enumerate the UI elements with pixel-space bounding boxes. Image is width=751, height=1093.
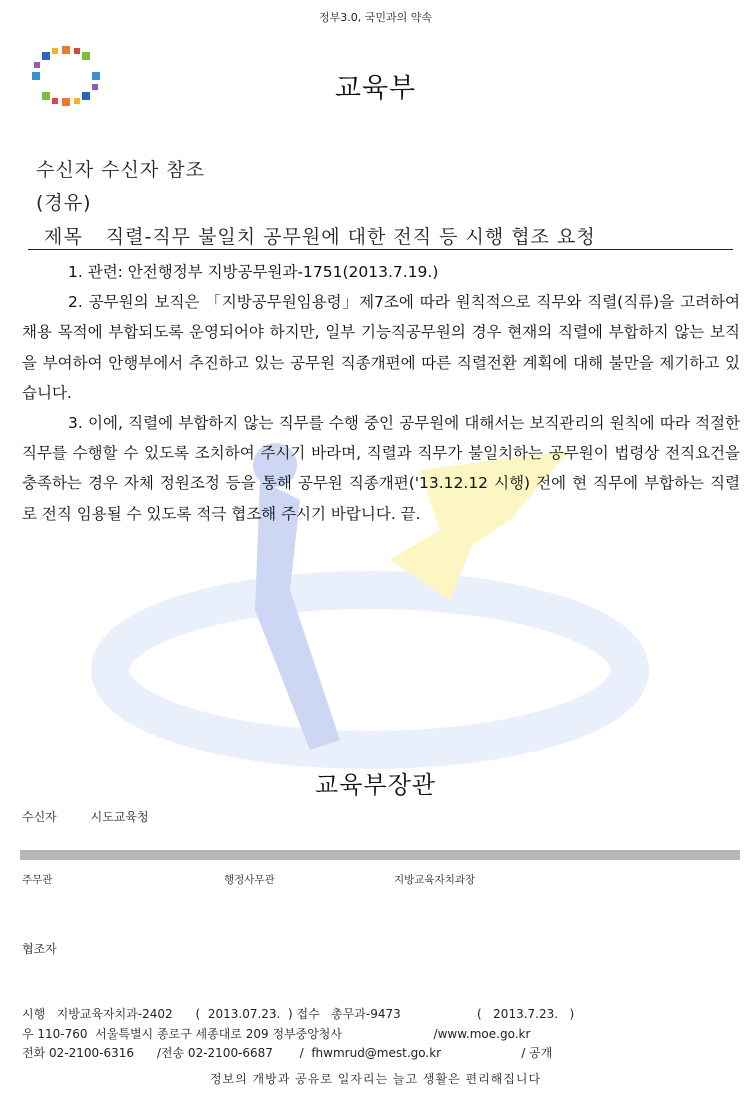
- recipient-line: [36, 155, 205, 182]
- subject-label: 제목: [44, 226, 83, 248]
- contact-line: 전화 02-2100-6316 /전송 02-2100-6687 / fhwmrud@mest.go.kr / 공개: [22, 1046, 553, 1060]
- approval-approver: 지방교육자치과장: [394, 874, 476, 886]
- separator-band: [20, 850, 740, 860]
- top-slogan: 정부3.0, 국민과의 약속: [319, 11, 432, 24]
- distribution-line: [22, 808, 149, 825]
- address-line: 우 110-760 서울특별시 종로구 세종대로 209 정부중앙청사 /www.moe.go.kr: [22, 1027, 531, 1041]
- enforcement-line: 시행 지방교육자치과-2402 ( 2013.07.23. ) 접수 총무과-9473 ( 2013.7.23. ): [22, 1007, 575, 1021]
- subject-line: [44, 222, 596, 249]
- distribution-value: 시도교육청: [90, 810, 149, 824]
- distribution-label: 수신자: [22, 810, 57, 824]
- subject-divider: [28, 249, 733, 250]
- organization-name: 교육부: [334, 73, 417, 104]
- recipient-value: 수신자 참조: [101, 159, 205, 181]
- approval-reviewer: 행정사무관: [224, 874, 275, 886]
- approval-drafter: 주무관: [22, 874, 53, 886]
- document-body: [22, 257, 740, 529]
- recipient-label: 수신자: [36, 159, 95, 181]
- sender-title: 교육부장관: [315, 771, 436, 799]
- body-paragraph-3: 3. 이에, 직렬에 부합하지 않는 직무를 수행 중인 공무원에 대해서는 보직관리의 원칙에 따라 적절한 직무를 수행할 수 있도록 조치하여 주시기 바라며, 직렬과 직무가 불일치하는 공무원이 법령상 전직요건을 충족하는 경우 자체 정원조정 등을 통해 공무원 직종개편('13.12.12 시행) 전에 현 직무에 부합하는 직렬로 전직 임용될 수 있도록 적극 협조해 주시기 바랍니다. 끝.: [22, 414, 740, 523]
- cooperator-label: 협조자: [22, 942, 57, 956]
- body-paragraph-2: 2. 공무원의 보직은 「지방공무원임용령」제7조에 따라 원칙적으로 직무와 직렬(직류)을 고려하여 채용 목적에 부합되도록 운영되어야 하지만, 일부 기능직공무원의 경우 현재의 직렬에 부합하지 않는 보직을 부여하여 안행부에서 추진하고 있는 공무원 직종개편에 따른 직렬전환 계획에 대해 불만을 제기하고 있습니다.: [22, 293, 740, 402]
- via-line: (경유): [36, 192, 92, 214]
- bottom-slogan: 정보의 개방과 공유로 일자리는 늘고 생활은 편리해집니다: [209, 1072, 542, 1086]
- subject-text: 직렬-직무 불일치 공무원에 대한 전직 등 시행 협조 요청: [105, 226, 596, 248]
- body-paragraph-1: 1. 관련: 안전행정부 지방공무원과-1751(2013.7.19.): [68, 263, 439, 281]
